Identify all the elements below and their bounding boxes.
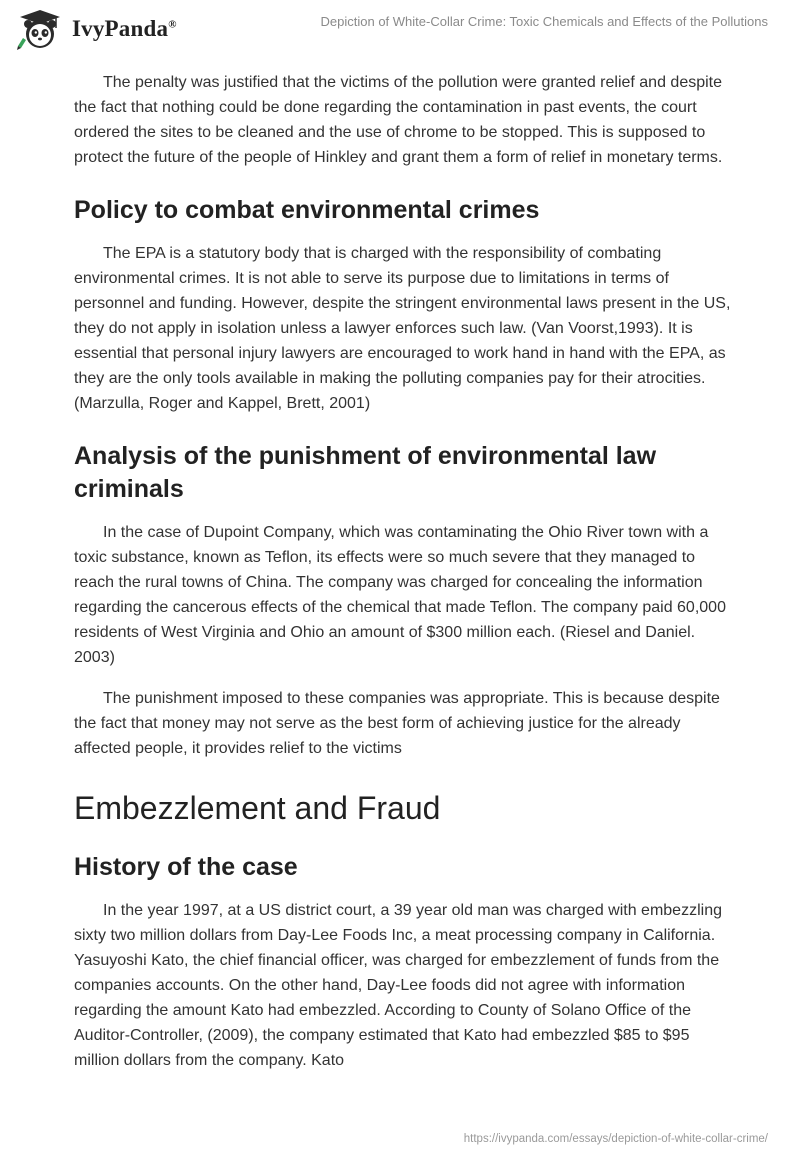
brand-name: IvyPanda® [72,16,177,41]
paragraph: The EPA is a statutory body that is charged with the responsibility of combating environmental crimes. It is not able to serve its purpose due to limitations in terms of personnel and funding. However, despite the stringent environmental laws present in the US, they do not apply in isolation unless a lawyer enforces such law. (Van Voorst,1993). It is essential that personal injury lawyers are encouraged to work hand in hand with the EPA, as they are the only tools available in making the polluting companies pay for their atrocities. (Marzulla, Roger and Kappel, Brett, 2001) [74,245,731,412]
article-body [74,70,734,1089]
paragraph: In the year 1997, at a US district court, a 39 year old man was charged with embezzling sixty two million dollars from Day-Lee Foods Inc, a meat processing company in California. Yasuyoshi Kato, the chief financial officer, was charged for embezzlement of funds from the companies accounts. On the other hand, Day-Lee foods did not agree with information regarding the amount Kato had embezzled. According to County of Solano Office of the Auditor-Controller, (2009), the company estimated that Kato had embezzled $85 to $95 million dollars from the company. Kato [74,902,722,1069]
section-heading: Policy to combat environmental crimes [74,196,540,224]
paragraph: The penalty was justified that the victims of the pollution were granted relief and despite the fact that nothing could be done regarding the contamination in past events, the court ordered the sites to be cleaned and the use of chrome to be stopped. This is supposed to protect the future of the people of Hinkley and grant them a form of relief in monetary terms. [74,74,723,166]
source-url[interactable]: https://ivypanda.com/essays/depiction-of-white-collar-crime/ [463,1133,768,1145]
section-heading: Analysis of the punishment of environmental law criminals [74,442,657,503]
paragraph: In the case of Dupoint Company, which was contaminating the Ohio River town with a toxic substance, known as Teflon, its effects were so much severe that they managed to reach the rural towns of China. The company was charged for concealing the information regarding the cancerous effects of the chemical that made Teflon. The company paid 60,000 residents of West Virginia and Ohio an amount of $300 million each. (Riesel and Daniel. 2003) [74,524,726,666]
brand-logo[interactable] [14,8,177,50]
panda-mascot-icon [14,8,66,50]
paragraph: The punishment imposed to these companies was appropriate. This is because despite the fact that money may not serve as the best form of achieving justice for the already affected people, it provides relief to the victims [74,690,720,757]
section-heading: History of the case [74,853,298,881]
document-title: Depiction of White-Collar Crime: Toxic Chemicals and Effects of the Pollutions [320,14,768,29]
chapter-heading: Embezzlement and Fraud [74,790,441,826]
